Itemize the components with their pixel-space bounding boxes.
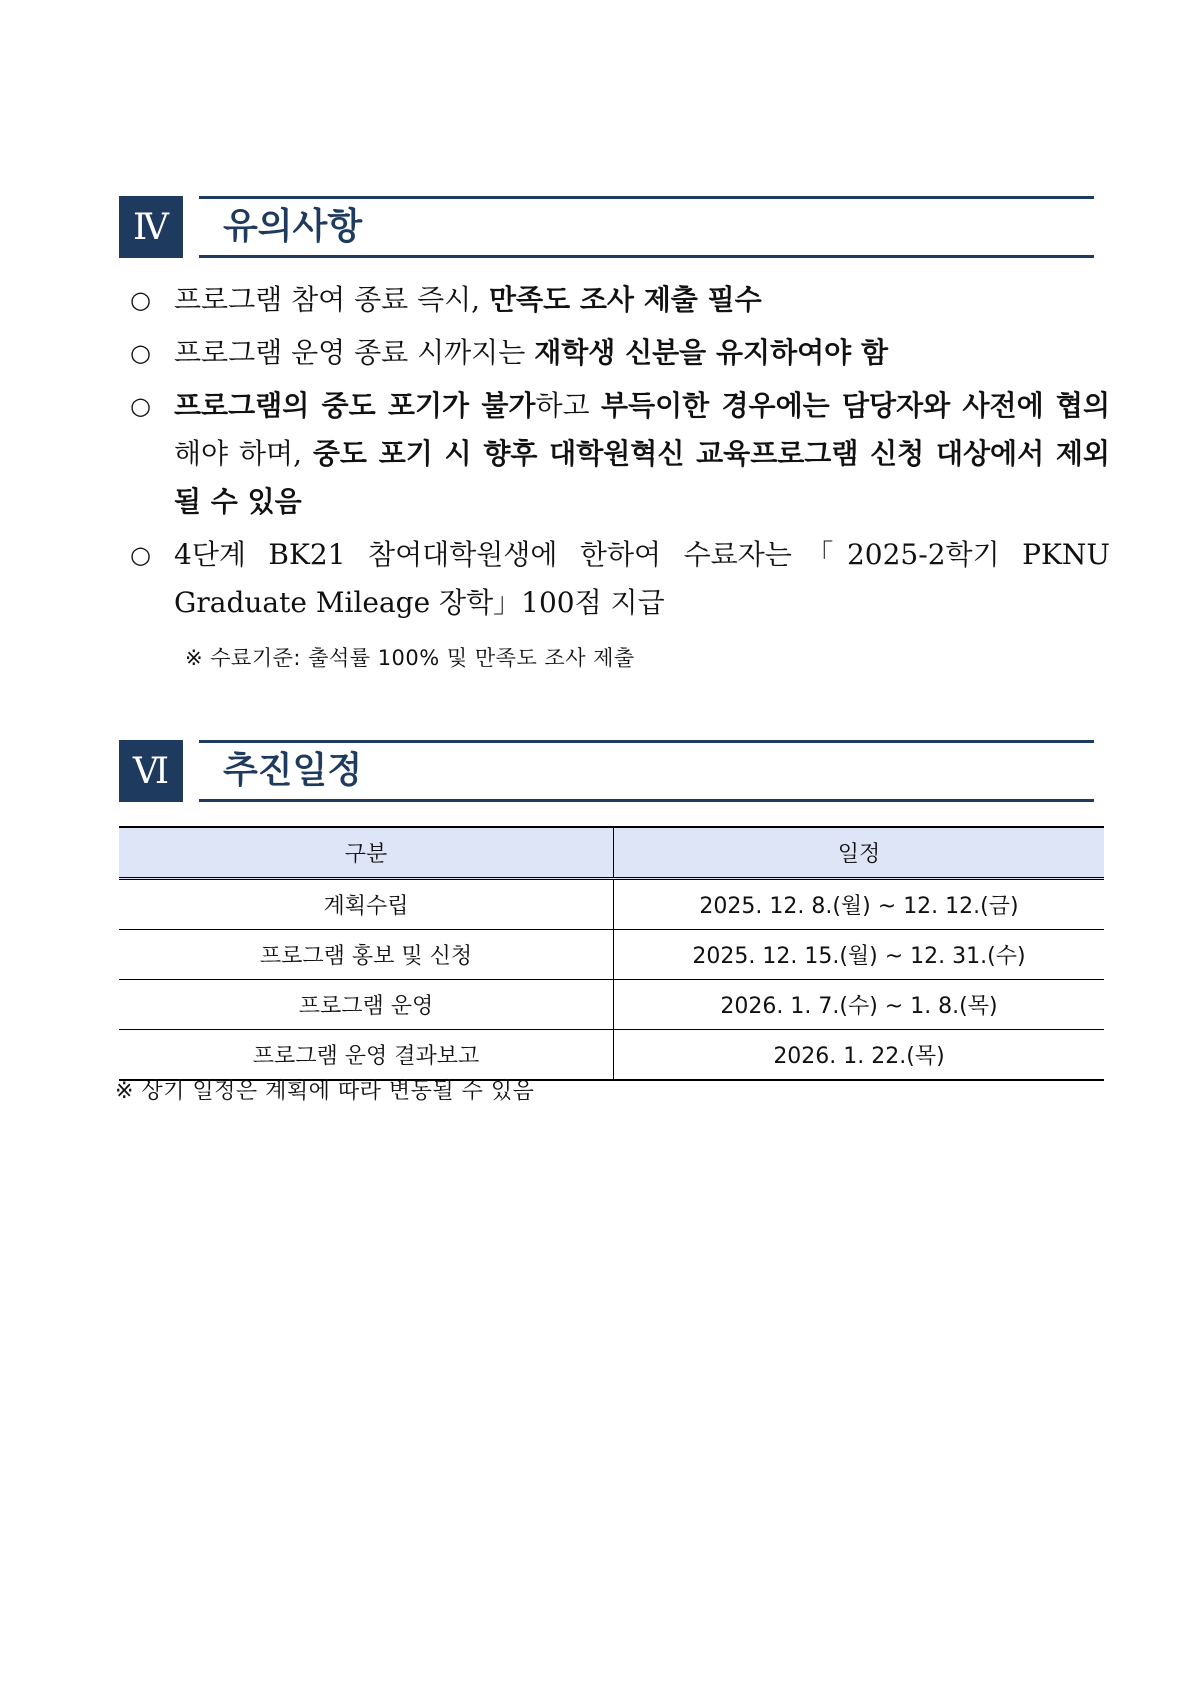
column-header-schedule: 일정 [614, 827, 1105, 879]
bullet-circle-icon: ○ [130, 392, 151, 420]
bullet-text [174, 382, 1110, 526]
section-title: 추진일정 [223, 750, 363, 791]
row-schedule: 2026. 1. 22.(목) [614, 1030, 1105, 1081]
section-header-notes [119, 196, 1094, 258]
body-text: 해야 하며, [174, 437, 313, 470]
bullet-text [174, 531, 1110, 627]
row-category: 프로그램 운영 결과보고 [119, 1030, 614, 1081]
table-row [119, 1030, 1104, 1081]
table-row [119, 930, 1104, 980]
body-text: 프로그램 참여 종료 즉시, [174, 283, 489, 316]
bullet-circle-icon: ○ [130, 541, 151, 569]
row-category: 프로그램 홍보 및 신청 [119, 930, 614, 980]
body-text: 프로그램 운영 종료 시까지는 [174, 336, 535, 369]
bullet-circle-icon: ○ [130, 286, 151, 314]
bullet-text [174, 276, 1110, 324]
emphasis-text: 부득이한 경우에는 담당자와 사전에 협의 [601, 389, 1111, 422]
section-numeral: Ⅳ [119, 196, 183, 258]
section-numeral: Ⅵ [119, 740, 183, 802]
column-header-category: 구분 [119, 827, 614, 879]
schedule-table [119, 826, 1104, 1081]
row-schedule: 2026. 1. 7.(수) ~ 1. 8.(목) [614, 980, 1105, 1030]
header-rule-bottom [199, 799, 1094, 802]
header-rule-bottom [199, 255, 1094, 258]
body-text: 하고 [535, 389, 602, 422]
emphasis-text: 재학생 신분을 유지하여야 함 [534, 336, 889, 369]
bullet-text [174, 329, 1110, 377]
row-category: 계획수립 [119, 879, 614, 930]
section-title: 유의사항 [223, 206, 363, 247]
table-row [119, 980, 1104, 1030]
list-item [130, 531, 1110, 627]
emphasis-text: 만족도 조사 제출 필수 [488, 283, 762, 316]
table-row [119, 879, 1104, 930]
row-schedule: 2025. 12. 8.(월) ~ 12. 12.(금) [614, 879, 1105, 930]
body-text: 4단계 BK21 참여대학원생에 한하여 수료자는「2025-2학기 PKNU Graduate Mileage 장학」100점 지급 [174, 538, 1110, 619]
section-header-schedule [119, 740, 1094, 802]
schedule-change-note: ※ 상기 일정은 계획에 따라 변동될 수 있음 [115, 1079, 535, 1104]
completion-criteria-note: ※ 수료기준: 출석률 100% 및 만족도 조사 제출 [185, 646, 635, 670]
list-item [130, 276, 1110, 324]
list-item [130, 329, 1110, 377]
row-category: 프로그램 운영 [119, 980, 614, 1030]
notes-list [130, 276, 1110, 632]
list-item [130, 382, 1110, 526]
emphasis-text: 프로그램의 중도 포기가 불가 [174, 389, 536, 422]
row-schedule: 2025. 12. 15.(월) ~ 12. 31.(수) [614, 930, 1105, 980]
emphasis-text: 중도 포기 시 향후 대학원혁신 교육프로그램 신청 대상에서 제외될 수 있음 [174, 437, 1110, 518]
table-header-row [119, 827, 1104, 879]
bullet-circle-icon: ○ [130, 339, 151, 367]
